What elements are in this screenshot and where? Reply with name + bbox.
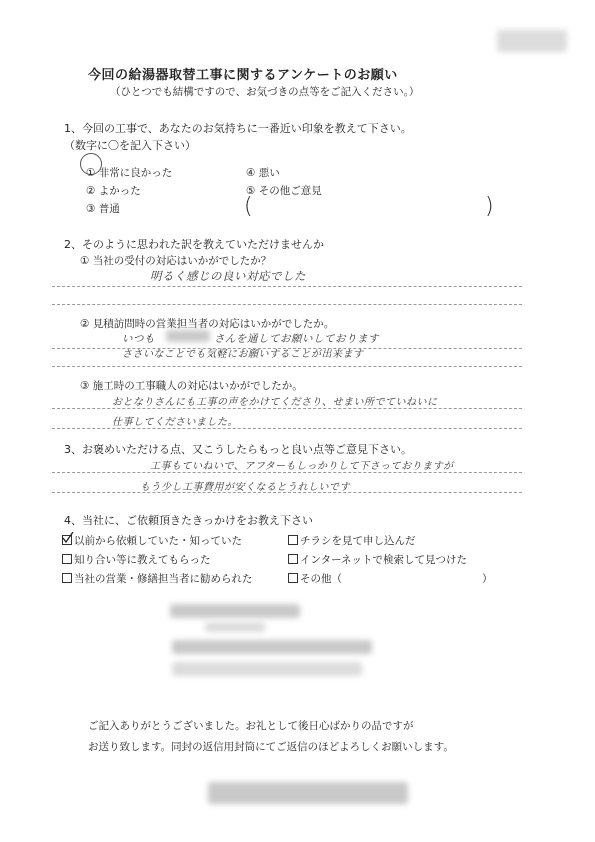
redacted-address <box>172 662 362 676</box>
page-title: 今回の給湯器取替工事に関するアンケートのお願い <box>88 68 398 83</box>
checkbox-icon <box>288 535 298 545</box>
q1-option-4: ④ 悪い <box>246 167 280 179</box>
q4-option-5 <box>288 552 467 567</box>
q2-answer-2b: さんを通してお願いしております <box>214 333 379 345</box>
answer-line <box>52 286 522 287</box>
answer-line <box>52 492 522 493</box>
checkbox-checked-icon <box>62 535 72 545</box>
q1-option-2: ② よかった <box>86 185 141 197</box>
q1-option-3: ③ 普通 <box>86 203 120 215</box>
redacted-address <box>170 604 300 618</box>
q1-option-5: ⑤ その他ご意見 <box>246 185 322 197</box>
answer-line <box>52 472 522 473</box>
answer-line <box>52 348 522 349</box>
redacted-address <box>205 622 265 632</box>
q1-other-close-paren: ) <box>485 194 494 219</box>
q3-answer-b: もう少し工事費用が安くなるとうれしいです <box>140 482 350 493</box>
checkbox-icon <box>288 554 298 564</box>
checkbox-icon <box>62 554 72 564</box>
redacted-name <box>166 330 210 342</box>
q2-sub2: ② 見積訪問時の営業担当者の対応はいかがでしたか。 <box>80 318 335 330</box>
q1-option-1: ① 非常に良かった <box>86 167 173 179</box>
redacted-company-name <box>208 782 408 804</box>
q2-sub3: ③ 施工時の工事職人の対応はいかがでしたか。 <box>80 380 303 392</box>
q3-answer-a: 工事もていねいで、アフターもしっかりして下さっておりますが <box>150 461 454 472</box>
q4-option-4-label: チラシを見て申し込んだ <box>300 535 416 547</box>
q4-option-1-label: 以前から依頼していた・知っていた <box>74 535 242 547</box>
q4-other-close-paren: ） <box>482 573 493 585</box>
answer-line <box>52 408 522 409</box>
footer-line-1: ご記入ありがとうございました。お礼として後日心ばかりの品ですが <box>88 720 414 732</box>
footer-line-2: お送り致します。同封の返信用封筒にてご返信のほどよろしくお願いします。 <box>88 741 454 753</box>
q2-question: 2、そのように思われた訳を教えていただけませんか <box>64 238 324 251</box>
q4-option-5-label: インターネットで検索して見つけた <box>300 554 468 566</box>
q2-answer-3b: 仕事してくださいました。 <box>112 417 238 428</box>
q4-question: 4、当社に、ご依頼頂きたきっかけをお教え下さい <box>64 514 313 527</box>
answer-line <box>52 304 522 305</box>
q4-option-3-label: 当社の営業・修繕担当者に勧められた <box>74 573 253 585</box>
answer-line <box>52 428 522 429</box>
q3-question: 3、お褒めいただける点、又こうしたらもっと良い点等ご意見下さい。 <box>64 443 412 456</box>
q4-option-3 <box>62 571 253 586</box>
redacted-address <box>172 640 372 654</box>
redacted-corner-mark <box>497 30 567 52</box>
q1-question: 1、今回の工事で、あなたのお気持ちに一番近い印象を教えて下さい。 <box>64 122 412 135</box>
q4-option-6-label: その他（ <box>300 573 342 585</box>
q4-option-2 <box>62 552 211 567</box>
q2-answer-3a: おとなりさんにも工事の声をかけてくださり、せまい所でていねいに <box>112 397 438 408</box>
q4-option-1 <box>62 533 242 548</box>
q1-other-open-paren: ( <box>244 194 253 219</box>
checkbox-icon <box>288 573 298 583</box>
q1-note: （数字に〇を記入下さい） <box>64 139 196 152</box>
q2-answer-1: 明るく感じの良い対応でした <box>150 269 306 283</box>
answer-line <box>52 366 522 367</box>
q2-answer-2a: いつも <box>122 333 155 345</box>
q2-answer-2c: ささいなことでも気軽にお願いすることが出来ます <box>122 349 364 360</box>
q4-option-6 <box>288 571 342 586</box>
page-subtitle: （ひとつでも結構ですので、お気づきの点等をご記入ください。） <box>110 86 420 98</box>
q4-option-4 <box>288 533 416 548</box>
q4-option-2-label: 知り合い等に教えてもらった <box>74 554 211 566</box>
q2-sub1: ① 当社の受付の対応はいかがでしたか？ <box>80 255 272 267</box>
checkbox-icon <box>62 573 72 583</box>
